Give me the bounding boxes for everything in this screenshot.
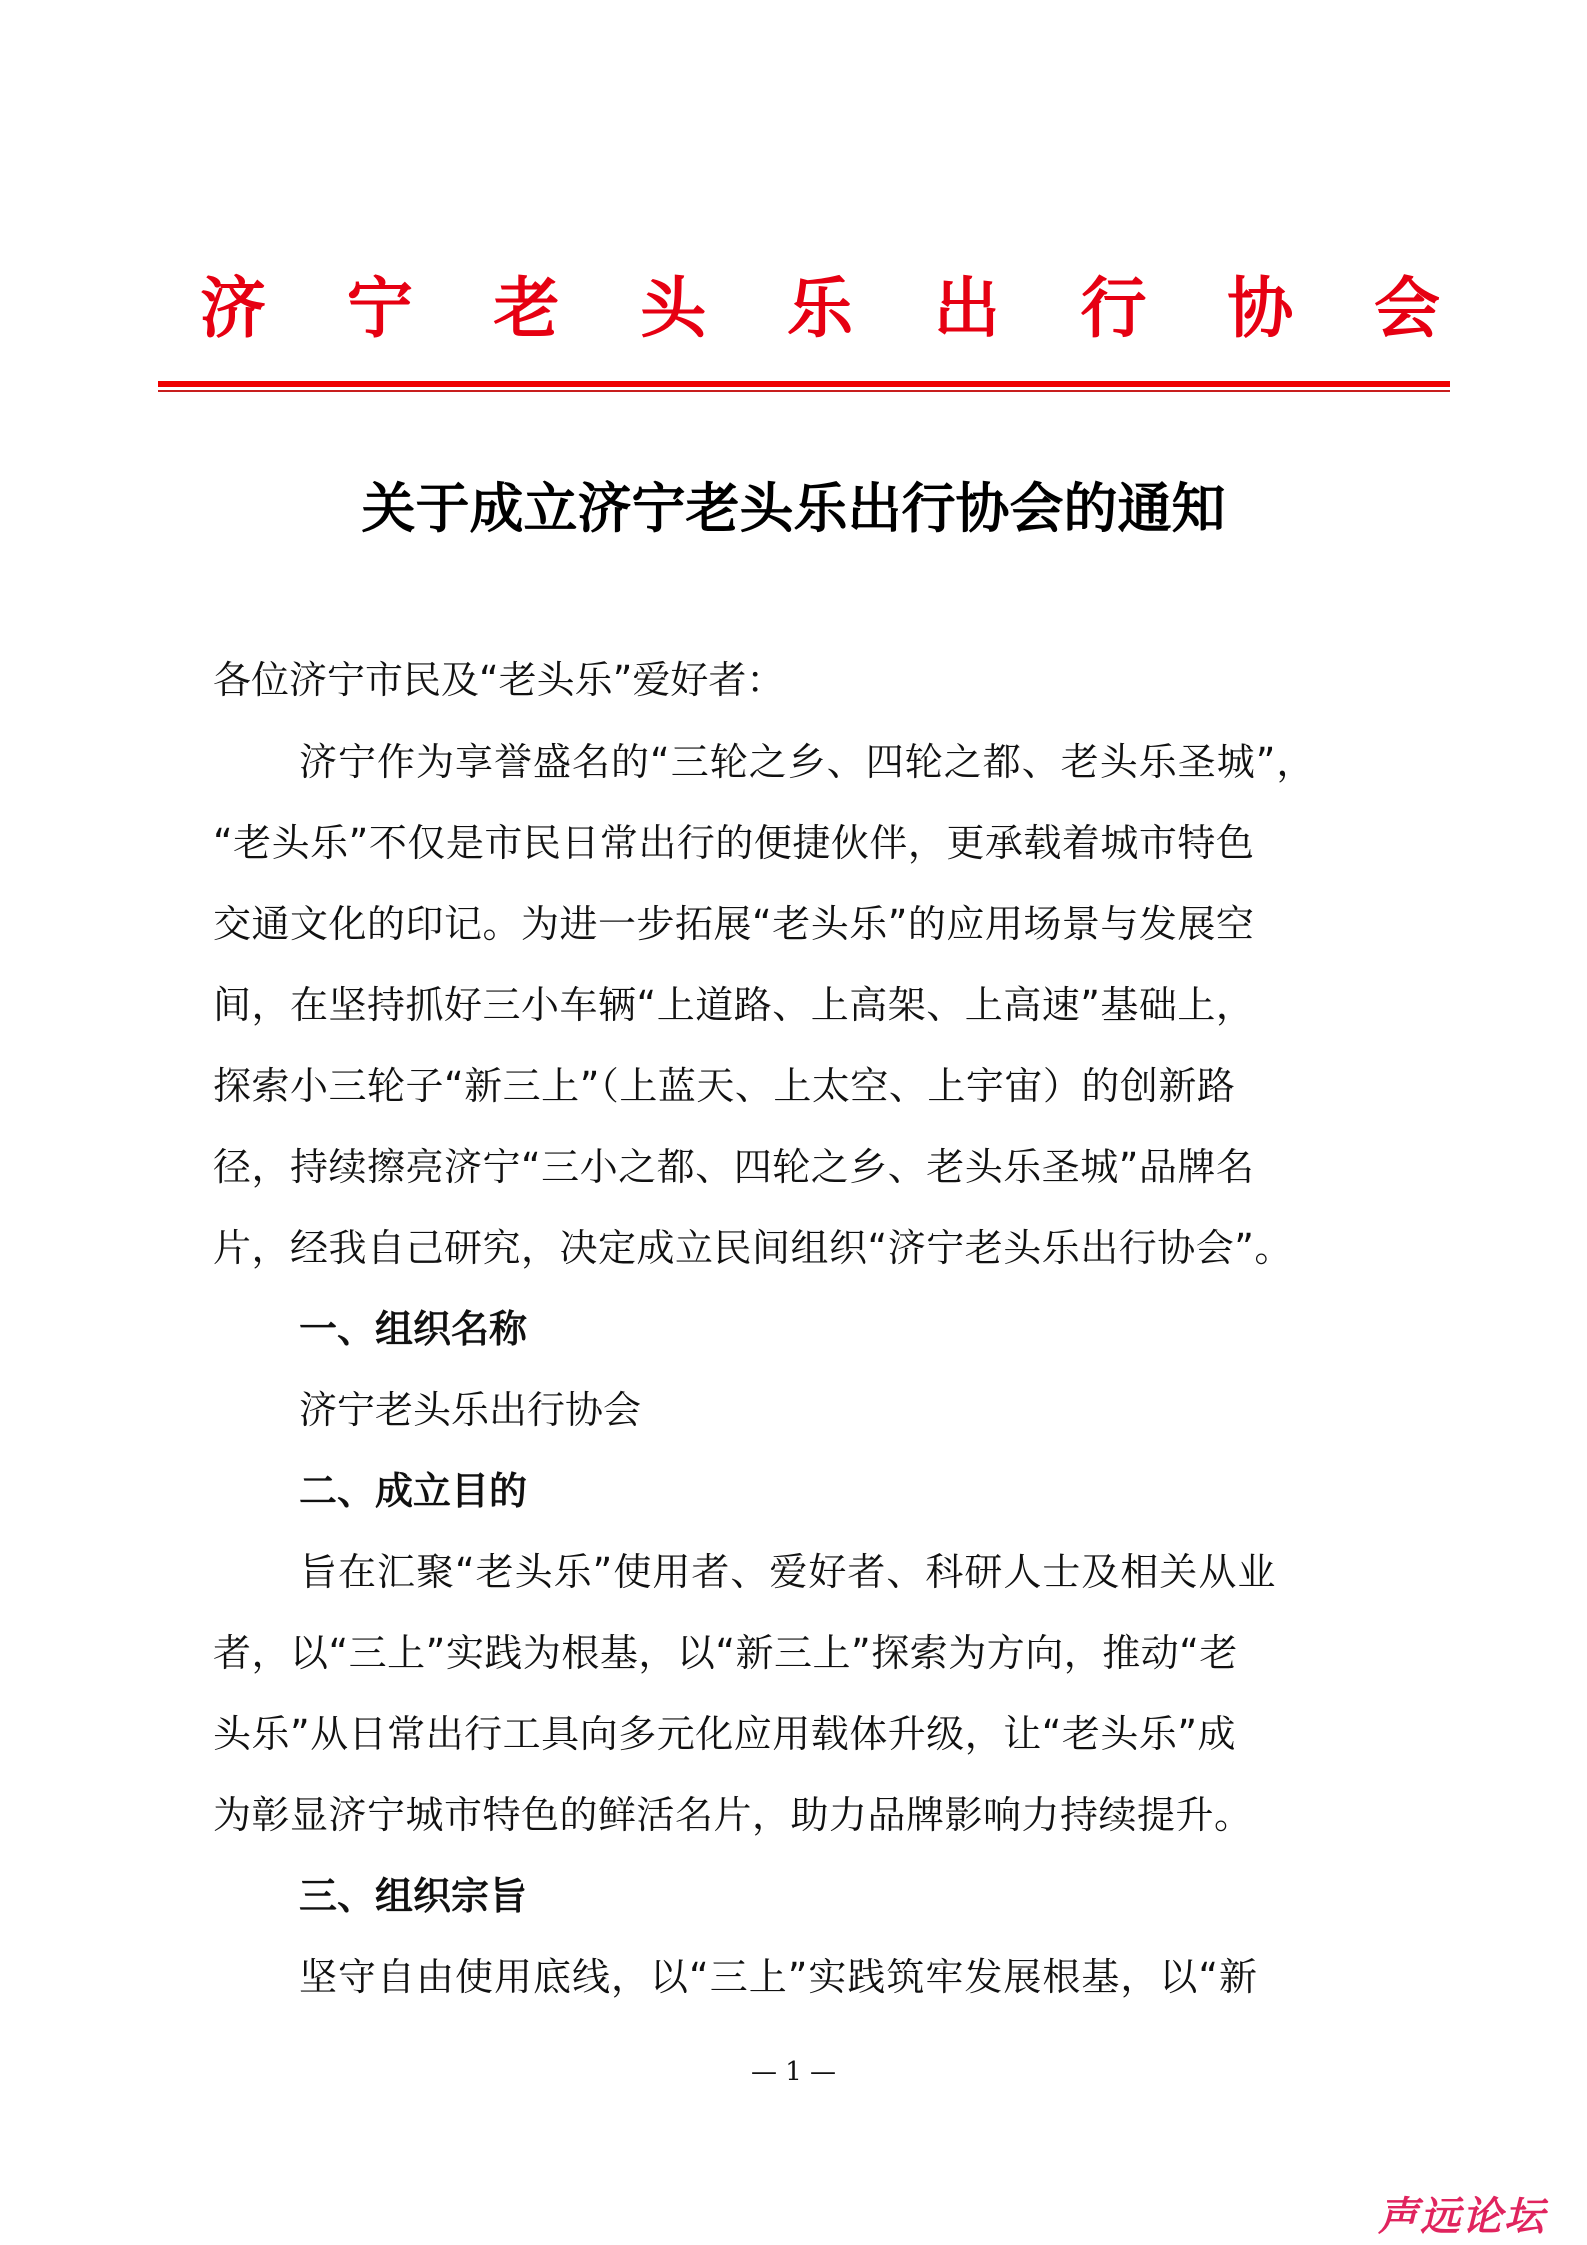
section-heading: 三、组织宗旨 (299, 1874, 528, 1918)
letterhead-char: 宁 (346, 269, 413, 347)
salutation: 各位济宁市民及“老头乐”爱好者： (213, 658, 785, 702)
letterhead-divider-thin (158, 390, 1450, 392)
body-line: 片，经我自己研究，决定成立民间组织“济宁老头乐出行协会”。 (213, 1226, 1293, 1270)
letterhead-char: 老 (493, 269, 560, 347)
body-line: 者，以“三上”实践为根基，以“新三上”探索为方向，推动“老 (213, 1631, 1238, 1675)
letterhead-char: 协 (1227, 269, 1294, 347)
body-line: 探索小三轮子“新三上”（上蓝天、上太空、上宇宙）的创新路 (213, 1064, 1236, 1108)
letterhead-org-name (200, 268, 1440, 348)
body-line: 济宁老头乐出行协会 (299, 1388, 642, 1432)
letterhead-char: 会 (1374, 269, 1440, 347)
letterhead-char: 行 (1080, 269, 1147, 347)
letterhead-char: 济 (200, 269, 266, 347)
letterhead-char: 乐 (787, 269, 853, 347)
section-heading: 一、组织名称 (299, 1307, 528, 1351)
document-title: 关于成立济宁老头乐出行协会的通知 (361, 476, 1226, 540)
body-line: 济宁作为享誉盛名的“三轮之乡、四轮之都、老头乐圣城”， (299, 740, 1316, 784)
page-number: — 1 — (750, 2057, 837, 2087)
letterhead-char: 头 (640, 269, 707, 347)
watermark-logo: 声远论坛 (1378, 2194, 1546, 2240)
body-line: 坚守自由使用底线，以“三上”实践筑牢发展根基，以“新 (299, 1955, 1259, 1999)
body-line: “老头乐”不仅是市民日常出行的便捷伙伴，更承载着城市特色 (213, 821, 1255, 865)
letterhead-divider-thick (158, 381, 1450, 387)
section-heading: 二、成立目的 (299, 1469, 528, 1513)
body-line: 径，持续擦亮济宁“三小之都、四轮之乡、老头乐圣城”品牌名 (213, 1145, 1255, 1189)
body-line: 旨在汇聚“老头乐”使用者、爱好者、科研人士及相关从业 (299, 1550, 1277, 1594)
body-line: 间，在坚持抓好三小车辆“上道路、上高架、上高速”基础上， (213, 983, 1255, 1027)
letterhead-char: 出 (933, 269, 1000, 347)
body-line: 交通文化的印记。为进一步拓展“老头乐”的应用场景与发展空 (213, 902, 1255, 946)
body-line: 头乐”从日常出行工具向多元化应用载体升级，让“老头乐”成 (213, 1712, 1237, 1756)
body-line: 为彰显济宁城市特色的鲜活名片，助力品牌影响力持续提升。 (213, 1793, 1253, 1837)
